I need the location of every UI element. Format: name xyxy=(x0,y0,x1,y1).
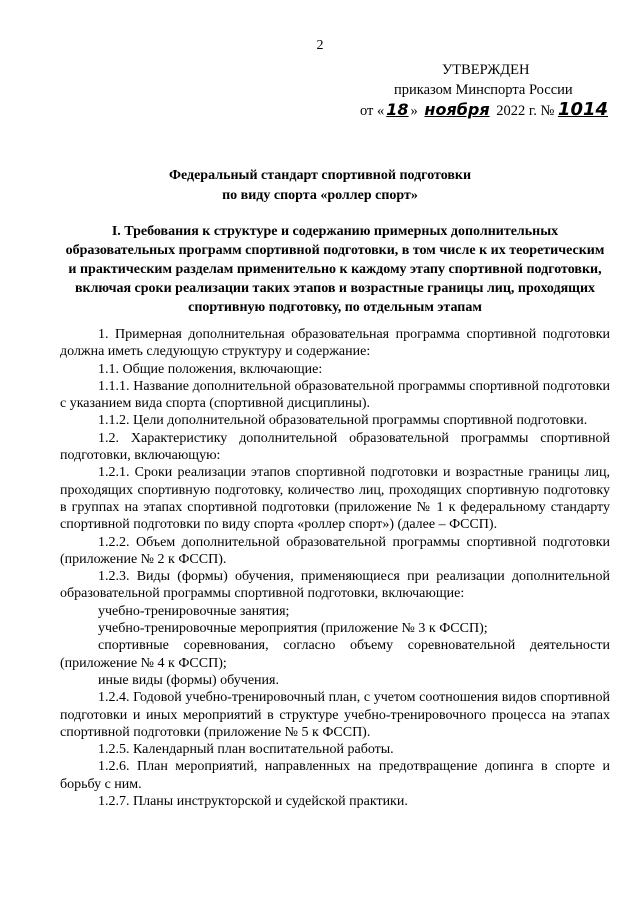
handwritten-day: 18 xyxy=(386,100,409,119)
paragraph-1-2-4: 1.2.4. Годовой учебно-тренировочный план, с учетом соотношения видов спортивной подготовки и иных мероприятий в структуре учебно-тренировочного процесса на этапах спортивной подготовки (приложение № 5 к ФССП). xyxy=(60,690,610,740)
list-item-training-events: учебно-тренировочные мероприятия (приложение № 3 к ФССП); xyxy=(98,621,488,637)
approval-date-line xyxy=(360,100,620,121)
handwritten-month: ноября xyxy=(424,100,490,119)
paragraph-1-2: 1.2. Характеристику дополнительной образовательной программы спортивной подготовки, включающую: xyxy=(60,430,610,464)
paragraph-1: 1. Примерная дополнительная образовательная программа спортивной подготовки должна иметь следующую структуру и содержание: xyxy=(60,327,610,360)
approval-block xyxy=(360,60,620,121)
document-body xyxy=(60,326,610,810)
title-line-1: Федеральный стандарт спортивной подготовки xyxy=(168,168,472,183)
title-line-2: по виду спорта «роллер спорт» xyxy=(222,188,418,203)
paragraph-1-2-5: 1.2.5. Календарный план воспитательной работы. xyxy=(98,742,394,758)
approval-heading: УТВЕРЖДЕН xyxy=(442,62,530,78)
paragraph-1-2-2: 1.2.2. Объем дополнительной образовательной программы спортивной подготовки (приложение № 2 к ФССП). xyxy=(60,534,610,567)
paragraph-1-2-6: 1.2.6. План мероприятий, направленных на предотвращение допинга в спорте и борьбу с ним. xyxy=(60,759,610,792)
list-item-training-sessions: учебно-тренировочные занятия; xyxy=(98,603,290,619)
paragraph-1-1-1: 1.1.1. Название дополнительной образовательной программы спортивной подготовки с указанием вида спорта (спортивной дисциплины). xyxy=(60,378,610,412)
document-title xyxy=(0,166,640,206)
approval-order-line: приказом Минспорта России xyxy=(394,82,573,98)
paragraph-1-2-1: 1.2.1. Сроки реализации этапов спортивной подготовки и возрастные границы лиц, проходящих спортивную подготовку, количество лиц, проходящих спортивную подготовку в группах на этапах спортивной подготовки (приложение № 1 к федеральному стандарту спортивной подготовки по виду спорта «роллер спорт») (далее – ФССП). xyxy=(60,465,610,533)
date-prefix: от « xyxy=(360,103,385,119)
handwritten-order-number: 1014 xyxy=(557,99,609,120)
section-heading: I. Требования к структуре и содержанию примерных дополнительных образовательных программ спортивной подготовки, в том числе к их теоретическим и практическим разделам применительно к каждому этапу спортивной подготовки, включая сроки реализации таких этапов и возрастные границы лиц, проходящих спортивную подготовку, по отдельным этапам xyxy=(65,224,605,315)
page-number: 2 xyxy=(316,38,324,53)
date-quote-close: » xyxy=(410,103,418,119)
paragraph-1-2-7: 1.2.7. Планы инструкторской и судейской практики. xyxy=(98,794,408,810)
list-item-other-forms: иные виды (формы) обучения. xyxy=(98,672,279,688)
date-year: 2022 г. № xyxy=(496,103,555,119)
paragraph-1-1-2: 1.1.2. Цели дополнительной образовательной программы спортивной подготовки. xyxy=(98,413,588,429)
list-item-competitions: спортивные соревнования, согласно объему соревновательной деятельности (приложение № 4 к ФССП); xyxy=(60,638,610,671)
paragraph-1-1: 1.1. Общие положения, включающие: xyxy=(98,361,323,377)
paragraph-1-2-3: 1.2.3. Виды (формы) обучения, применяющиеся при реализации дополнительной образовательной программы спортивной подготовки, включающие: xyxy=(60,569,610,602)
